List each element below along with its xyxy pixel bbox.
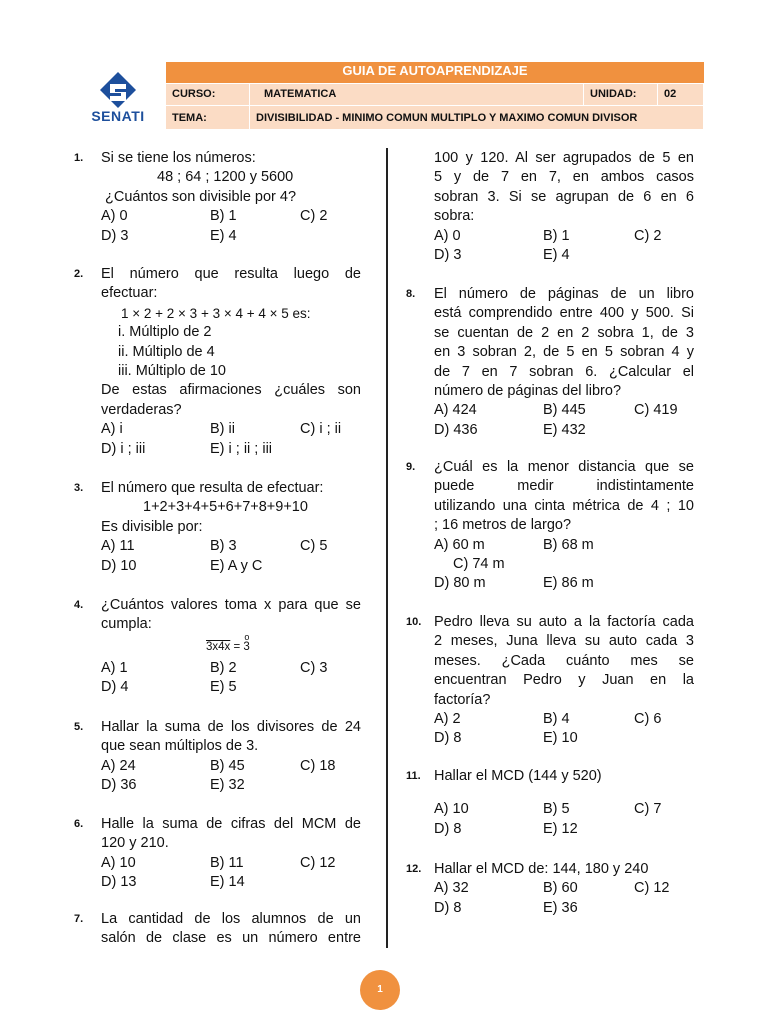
answer-option: C) 419: [634, 402, 678, 419]
question-text: [434, 820, 694, 839]
answer-option: A) 10: [101, 854, 136, 871]
question-text: [101, 440, 361, 459]
question-number: 10.: [406, 616, 422, 628]
answer-option: A) 0: [434, 227, 461, 244]
question-text: ¿Cuántos son divisible por 4?: [105, 188, 297, 205]
question-text: ii. Múltiplo de 4: [118, 343, 215, 360]
answer-option: B) 1: [543, 227, 570, 244]
question-1: [101, 149, 361, 246]
answer-option: A) 10: [434, 801, 469, 818]
answer-option: D) 8: [434, 820, 462, 837]
question-number: 3.: [74, 482, 84, 494]
question-number: 5.: [74, 721, 84, 733]
question-text: ¿Cuántos valores toma x para que se: [101, 597, 361, 613]
question-text: [101, 873, 361, 892]
answer-option: C) 12: [300, 854, 336, 871]
question-text: sobra:: [434, 208, 475, 225]
question-text: 100 y 120. Al ser agrupados de 5 en: [434, 150, 694, 166]
answer-option: B) 445: [543, 402, 586, 419]
question-3: [101, 479, 361, 576]
answer-option: A) i: [101, 421, 123, 438]
answer-option: E) A y C: [210, 557, 263, 574]
answer-option: E) 36: [543, 899, 578, 916]
question-number: 9.: [406, 461, 416, 473]
answer-option: B) 45: [210, 757, 245, 774]
question-text: [101, 207, 361, 226]
guide-title: GUIA DE AUTOAPRENDIZAJE: [166, 62, 704, 84]
question-text: Pedro lleva su auto a la factoría cada: [434, 614, 694, 630]
question-text: [101, 659, 361, 678]
question-text: [434, 729, 694, 748]
question-12: [434, 860, 694, 918]
question-text: [101, 854, 361, 873]
answer-option: B) 11: [210, 854, 244, 871]
answer-option: D) 3: [434, 247, 462, 264]
page-number: 1: [360, 970, 400, 1010]
question-number: 1.: [74, 152, 84, 164]
answer-option: C) 2: [634, 227, 662, 244]
question-text: [101, 678, 361, 697]
answer-option: C) 5: [300, 538, 328, 555]
question-text: número de páginas del libro?: [434, 383, 622, 400]
question-text: 1 × 2 + 2 × 3 + 3 × 4 + 4 × 5 es:: [121, 305, 311, 321]
logo-text: SENATI: [91, 108, 145, 124]
answer-option: D) 8: [434, 730, 462, 747]
question-text: cumpla:: [101, 616, 152, 633]
question-text: está comprendido entre 400 y 500. Si: [434, 305, 694, 322]
question-number: 12.: [406, 863, 422, 875]
answer-option: D) 80 m: [434, 575, 486, 592]
answer-option: A) 32: [434, 880, 469, 897]
question-number: 11.: [406, 770, 421, 782]
question-text: [101, 420, 361, 439]
answer-option: B) 1: [210, 208, 237, 225]
answer-option: B) 4: [543, 711, 570, 728]
answer-option: D) 8: [434, 899, 462, 916]
answer-option: A) 24: [101, 757, 136, 774]
question-text: [101, 776, 361, 795]
formula: 3x4x = o 3: [206, 632, 250, 653]
answer-option: A) 424: [434, 402, 477, 419]
answer-option: B) 2: [210, 660, 237, 676]
tema-value: DIVISIBILIDAD - MINIMO COMUN MULTIPLO Y MAXIMO COMUN DIVISOR: [250, 106, 704, 130]
answer-option: E) 4: [543, 247, 570, 264]
question-number: 7.: [74, 913, 84, 925]
question-text: [101, 557, 361, 576]
answer-option: E) 432: [543, 421, 586, 438]
question-text: ¿Cuál es la menor distancia que se: [434, 459, 694, 475]
question-text: Hallar la suma de los divisores de 24: [101, 719, 361, 735]
answer-option: E) 10: [543, 730, 578, 747]
question-text: [434, 401, 694, 420]
answer-option: C) 6: [634, 711, 662, 728]
question-text: ; 16 metros de largo?: [434, 517, 572, 534]
question-text: La cantidad de los alumnos de un: [101, 911, 361, 927]
answer-option: C) 3: [300, 660, 328, 676]
question-text: De estas afirmaciones ¿cuáles son: [101, 382, 361, 399]
answer-option: D) i ; iii: [101, 440, 146, 457]
answer-option: D) 436: [434, 421, 478, 438]
question-text: Hallar el MCD de: 144, 180 y 240: [434, 861, 649, 877]
question-text: Halle la suma de cifras del MCM de: [101, 816, 361, 832]
header-table: [166, 62, 704, 130]
question-9: [434, 458, 694, 594]
question-text: [434, 879, 694, 898]
question-text: [434, 227, 694, 246]
answer-option: A) 60 m: [434, 536, 485, 553]
answer-option: E) i ; ii ; iii: [210, 440, 273, 457]
question-8: [434, 285, 694, 440]
question-number: 8.: [406, 288, 416, 300]
question-text: [101, 537, 361, 556]
unidad-value: 02: [658, 84, 704, 106]
question-text: 120 y 210.: [101, 835, 169, 852]
answer-option: C) 2: [300, 208, 328, 225]
question-number: 2.: [74, 268, 84, 280]
question-text: salón de clase es un número entre: [101, 930, 361, 947]
answer-option: D) 13: [101, 874, 137, 891]
question-text: verdaderas?: [101, 401, 182, 418]
question-2: [101, 265, 361, 459]
question-text: [101, 227, 361, 246]
question-7-continued: [434, 149, 694, 265]
answer-option: B) 5: [543, 801, 570, 818]
curso-label: CURSO:: [166, 84, 250, 106]
question-text: [434, 536, 694, 555]
tema-label: TEMA:: [166, 106, 250, 130]
answer-option: C) 12: [634, 880, 670, 897]
question-text: [101, 757, 361, 776]
answer-option: D) 4: [101, 679, 129, 696]
question-text: El número que resulta de efectuar:: [101, 480, 324, 496]
question-text: Si se tiene los números:: [101, 150, 256, 166]
question-text: Es divisible por:: [101, 518, 203, 535]
question-number: 6.: [74, 818, 84, 830]
question-10: [434, 613, 694, 749]
question-text: utilizando una cinta métrica de 4 ; 10: [434, 497, 694, 514]
question-text: [434, 246, 694, 265]
question-6: [101, 815, 361, 893]
answer-option: E) 86 m: [543, 575, 594, 592]
question-text: [434, 421, 694, 440]
question-text: sobran 3. Si se agrupan de 6 en 6: [434, 188, 694, 205]
answer-option: A) 11: [101, 538, 135, 555]
question-11: [434, 767, 694, 839]
curso-value: MATEMATICA: [250, 84, 584, 106]
question-text: puede medir indistintamente: [434, 478, 694, 495]
question-text: [434, 710, 694, 729]
answer-option: B) 68 m: [543, 536, 594, 553]
question-text: i. Múltiplo de 2: [118, 324, 212, 341]
answer-option: D) 10: [101, 557, 137, 574]
answer-option: D) 36: [101, 777, 137, 794]
question-text: efectuar:: [101, 285, 158, 302]
question-text: que sean múltiplos de 3.: [101, 738, 259, 755]
answer-option: E) 12: [543, 820, 578, 837]
question-text: se cuentan de 2 en 2 sobra 1, de 3: [434, 324, 694, 341]
question-text: de 7 en 7 sobran 6. ¿Calcular el: [434, 363, 694, 380]
answer-option: D) 3: [101, 227, 129, 244]
answer-option: E) 32: [210, 777, 245, 794]
question-7: [101, 910, 361, 949]
question-number: 4.: [74, 599, 84, 611]
question-text: C) 74 m: [453, 556, 505, 573]
question-4-options: [101, 659, 361, 698]
answer-option: A) 2: [434, 711, 461, 728]
unidad-label: UNIDAD:: [584, 84, 658, 106]
answer-option: A) 1: [101, 660, 128, 676]
question-text: Hallar el MCD (144 y 520): [434, 768, 602, 784]
question-text: meses. ¿Cada cuánto mes se: [434, 652, 694, 669]
question-5: [101, 718, 361, 796]
question-text: [434, 899, 694, 918]
question-text: en 3 sobran 2, de 5 en 5 sobran 4 y: [434, 344, 694, 361]
answer-option: C) 18: [300, 757, 336, 774]
question-text: 5 y de 7 en 7, en ambos casos: [434, 169, 694, 186]
question-4: [101, 596, 361, 635]
question-text: 1+2+3+4+5+6+7+8+9+10: [143, 499, 308, 516]
answer-option: E) 4: [210, 227, 237, 244]
answer-option: B) ii: [210, 421, 235, 438]
question-text: 48 ; 64 ; 1200 y 5600: [157, 169, 294, 186]
answer-option: B) 3: [210, 538, 237, 555]
answer-option: A) 0: [101, 208, 128, 225]
answer-option: E) 5: [210, 679, 237, 696]
question-text: El número de páginas de un libro: [434, 286, 694, 302]
question-text: iii. Múltiplo de 10: [118, 363, 226, 380]
answer-option: C) 7: [634, 801, 662, 818]
column-divider: [386, 148, 388, 948]
answer-option: E) 14: [210, 874, 245, 891]
question-text: factoría?: [434, 691, 491, 708]
answer-option: C) i ; ii: [300, 421, 342, 438]
question-text: encuentran Pedro y Juan en la: [434, 672, 694, 689]
question-text: 2 meses, Juna lleva su auto cada 3: [434, 633, 694, 650]
question-text: [434, 574, 694, 593]
question-text: El número que resulta luego de: [101, 266, 361, 282]
answer-option: B) 60: [543, 880, 578, 897]
question-text: [434, 800, 694, 819]
